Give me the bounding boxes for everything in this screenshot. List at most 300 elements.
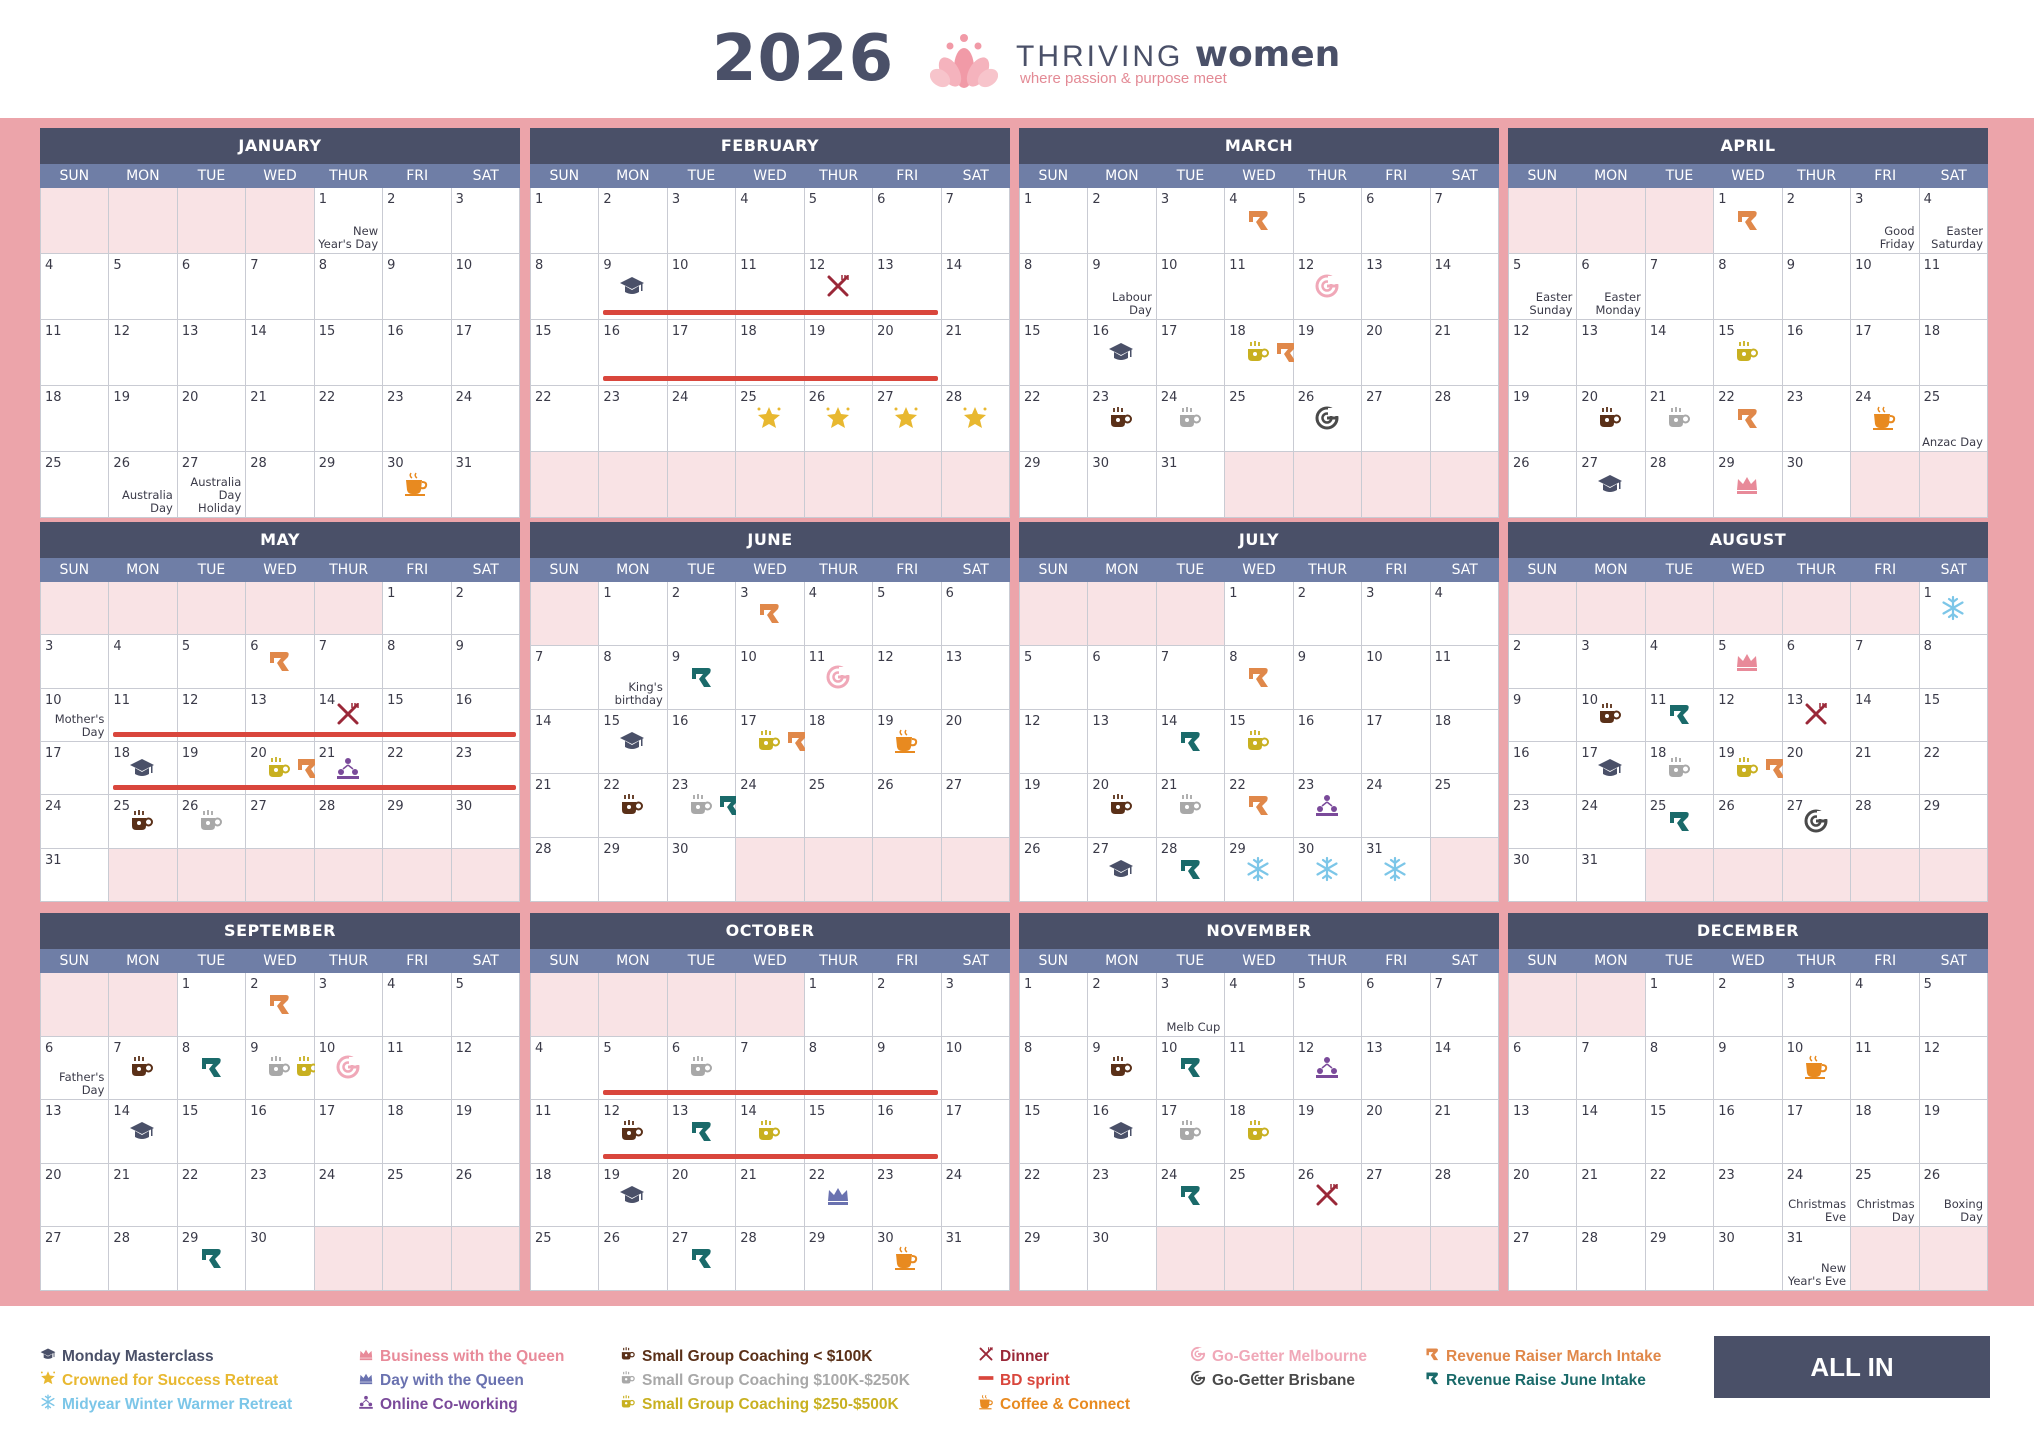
day-cell[interactable] xyxy=(1783,320,1851,386)
day-cell[interactable] xyxy=(942,1037,1010,1101)
day-cell[interactable] xyxy=(383,452,451,518)
queen-biz-icon[interactable] xyxy=(1734,648,1760,674)
day-cell[interactable] xyxy=(246,254,314,320)
day-cell[interactable] xyxy=(452,973,520,1037)
day-cell[interactable] xyxy=(1851,689,1919,742)
rr-june-icon[interactable] xyxy=(1177,1182,1203,1208)
day-cell[interactable] xyxy=(1088,1227,1156,1291)
sgc-mid-icon[interactable] xyxy=(198,808,224,834)
day-cell[interactable] xyxy=(1020,838,1088,902)
day-cell[interactable] xyxy=(668,1164,736,1228)
day-cell[interactable] xyxy=(1851,635,1919,688)
day-cell[interactable] xyxy=(178,973,246,1037)
day-cell[interactable] xyxy=(1783,254,1851,320)
day-cell[interactable] xyxy=(1362,320,1430,386)
rr-june-icon[interactable] xyxy=(688,664,714,690)
day-cell[interactable] xyxy=(246,795,314,848)
day-cell[interactable] xyxy=(1294,1037,1362,1101)
day-cell[interactable] xyxy=(736,582,804,646)
day-cell[interactable] xyxy=(1920,1100,1988,1164)
dinner-icon[interactable] xyxy=(825,273,851,299)
day-cell[interactable] xyxy=(1646,386,1714,452)
day-cell[interactable] xyxy=(1362,386,1430,452)
day-cell[interactable] xyxy=(805,1227,873,1291)
day-cell[interactable] xyxy=(315,320,383,386)
day-cell[interactable] xyxy=(873,386,941,452)
day-cell[interactable] xyxy=(1431,1100,1499,1164)
day-cell[interactable] xyxy=(1714,742,1782,795)
rr-march-icon[interactable] xyxy=(266,648,292,674)
day-cell[interactable] xyxy=(246,635,314,688)
day-cell[interactable] xyxy=(1783,188,1851,254)
day-cell[interactable] xyxy=(1020,774,1088,838)
day-cell[interactable] xyxy=(1714,689,1782,742)
day-cell[interactable] xyxy=(1157,1164,1225,1228)
crowned-icon[interactable] xyxy=(893,405,919,431)
sgc-low-icon[interactable] xyxy=(1108,1054,1134,1080)
day-cell[interactable] xyxy=(1783,452,1851,518)
day-cell[interactable] xyxy=(383,582,451,635)
day-cell[interactable] xyxy=(1783,1100,1851,1164)
coffee-icon[interactable] xyxy=(1803,1054,1829,1080)
day-cell[interactable] xyxy=(1225,838,1293,902)
rr-march-icon[interactable] xyxy=(1734,207,1760,233)
day-cell[interactable] xyxy=(315,973,383,1037)
winter-icon[interactable] xyxy=(1940,595,1966,621)
day-cell[interactable] xyxy=(41,795,109,848)
day-cell[interactable] xyxy=(531,1100,599,1164)
day-cell[interactable] xyxy=(1920,689,1988,742)
day-cell[interactable] xyxy=(1020,1100,1088,1164)
day-cell[interactable] xyxy=(1577,254,1645,320)
day-cell[interactable] xyxy=(531,838,599,902)
day-cell[interactable] xyxy=(315,188,383,254)
day-cell[interactable] xyxy=(452,452,520,518)
rr-june-icon[interactable] xyxy=(1177,856,1203,882)
day-cell[interactable] xyxy=(246,1037,314,1101)
day-cell[interactable] xyxy=(452,1037,520,1101)
day-cell[interactable] xyxy=(383,635,451,688)
day-cell[interactable] xyxy=(1577,452,1645,518)
day-cell[interactable] xyxy=(1362,710,1430,774)
day-cell[interactable] xyxy=(1646,320,1714,386)
day-cell[interactable] xyxy=(873,646,941,710)
crowned-icon[interactable] xyxy=(756,405,782,431)
day-cell[interactable] xyxy=(1577,1037,1645,1101)
masterclass-icon[interactable] xyxy=(619,728,645,754)
sgc-high-icon[interactable] xyxy=(1245,728,1271,754)
day-cell[interactable] xyxy=(1920,254,1988,320)
sgc-high-icon[interactable] xyxy=(1734,755,1760,781)
rr-march-icon[interactable] xyxy=(1245,664,1271,690)
day-cell[interactable] xyxy=(531,254,599,320)
day-cell[interactable] xyxy=(736,774,804,838)
rr-june-icon[interactable] xyxy=(1177,728,1203,754)
rr-june-icon[interactable] xyxy=(1666,701,1692,727)
day-cell[interactable] xyxy=(1509,254,1577,320)
day-cell[interactable] xyxy=(1783,795,1851,848)
day-cell[interactable] xyxy=(1714,254,1782,320)
day-cell[interactable] xyxy=(383,254,451,320)
day-cell[interactable] xyxy=(1294,254,1362,320)
day-cell[interactable] xyxy=(109,254,177,320)
day-cell[interactable] xyxy=(1509,320,1577,386)
sgc-high-icon[interactable] xyxy=(1245,1118,1271,1144)
sgc-mid-icon[interactable] xyxy=(688,792,714,818)
gg-bris-icon[interactable] xyxy=(1803,808,1829,834)
day-cell[interactable] xyxy=(942,1100,1010,1164)
day-cell[interactable] xyxy=(1646,742,1714,795)
day-cell[interactable] xyxy=(41,254,109,320)
day-cell[interactable] xyxy=(1362,646,1430,710)
day-cell[interactable] xyxy=(1509,849,1577,902)
masterclass-icon[interactable] xyxy=(619,1182,645,1208)
day-cell[interactable] xyxy=(1851,795,1919,848)
day-cell[interactable] xyxy=(1020,452,1088,518)
gg-melb-icon[interactable] xyxy=(1314,273,1340,299)
day-cell[interactable] xyxy=(1509,452,1577,518)
day-cell[interactable] xyxy=(736,1164,804,1228)
day-cell[interactable] xyxy=(178,1100,246,1164)
day-cell[interactable] xyxy=(1225,1037,1293,1101)
day-cell[interactable] xyxy=(668,774,736,838)
day-cell[interactable] xyxy=(1431,710,1499,774)
day-cell[interactable] xyxy=(1088,188,1156,254)
masterclass-icon[interactable] xyxy=(619,273,645,299)
day-cell[interactable] xyxy=(178,635,246,688)
day-cell[interactable] xyxy=(41,1227,109,1291)
day-cell[interactable] xyxy=(315,254,383,320)
day-cell[interactable] xyxy=(1362,1100,1430,1164)
day-cell[interactable] xyxy=(942,973,1010,1037)
day-cell[interactable] xyxy=(736,386,804,452)
day-cell[interactable] xyxy=(668,188,736,254)
day-cell[interactable] xyxy=(942,774,1010,838)
day-cell[interactable] xyxy=(1362,973,1430,1037)
day-cell[interactable] xyxy=(1646,1164,1714,1228)
day-cell[interactable] xyxy=(1577,1100,1645,1164)
day-cell[interactable] xyxy=(1431,582,1499,646)
day-cell[interactable] xyxy=(1851,320,1919,386)
day-cell[interactable] xyxy=(1646,254,1714,320)
day-cell[interactable] xyxy=(109,1100,177,1164)
day-cell[interactable] xyxy=(736,646,804,710)
sgc-mid-icon[interactable] xyxy=(1177,792,1203,818)
day-cell[interactable] xyxy=(1020,1164,1088,1228)
day-cell[interactable] xyxy=(41,689,109,742)
day-cell[interactable] xyxy=(315,1100,383,1164)
day-cell[interactable] xyxy=(452,795,520,848)
day-cell[interactable] xyxy=(1783,973,1851,1037)
sgc-mid-icon[interactable] xyxy=(1177,1118,1203,1144)
day-cell[interactable] xyxy=(1646,1037,1714,1101)
day-cell[interactable] xyxy=(668,582,736,646)
day-cell[interactable] xyxy=(1225,973,1293,1037)
day-cell[interactable] xyxy=(1088,386,1156,452)
day-cell[interactable] xyxy=(1294,973,1362,1037)
day-cell[interactable] xyxy=(1577,1164,1645,1228)
day-cell[interactable] xyxy=(1920,188,1988,254)
day-cell[interactable] xyxy=(668,646,736,710)
day-cell[interactable] xyxy=(1646,689,1714,742)
day-cell[interactable] xyxy=(452,635,520,688)
day-cell[interactable] xyxy=(1509,1100,1577,1164)
day-cell[interactable] xyxy=(109,386,177,452)
day-cell[interactable] xyxy=(1577,320,1645,386)
day-cell[interactable] xyxy=(383,795,451,848)
day-cell[interactable] xyxy=(668,1227,736,1291)
all-in-button[interactable]: ALL IN xyxy=(1714,1336,1990,1398)
day-cell[interactable] xyxy=(315,452,383,518)
sgc-high-icon[interactable] xyxy=(1245,339,1271,365)
day-cell[interactable] xyxy=(1088,710,1156,774)
day-cell[interactable] xyxy=(942,254,1010,320)
day-cell[interactable] xyxy=(1920,320,1988,386)
day-cell[interactable] xyxy=(41,386,109,452)
day-cell[interactable] xyxy=(1157,1037,1225,1101)
day-cell[interactable] xyxy=(599,1227,667,1291)
day-cell[interactable] xyxy=(1714,188,1782,254)
day-cell[interactable] xyxy=(452,1164,520,1228)
day-cell[interactable] xyxy=(1020,710,1088,774)
day-cell[interactable] xyxy=(1714,320,1782,386)
day-cell[interactable] xyxy=(1714,1227,1782,1291)
day-cell[interactable] xyxy=(805,582,873,646)
day-cell[interactable] xyxy=(178,320,246,386)
day-cell[interactable] xyxy=(1225,1100,1293,1164)
winter-icon[interactable] xyxy=(1314,856,1340,882)
day-cell[interactable] xyxy=(1431,774,1499,838)
coffee-icon[interactable] xyxy=(1871,405,1897,431)
day-cell[interactable] xyxy=(178,1037,246,1101)
day-cell[interactable] xyxy=(1020,386,1088,452)
day-cell[interactable] xyxy=(109,795,177,848)
day-cell[interactable] xyxy=(1920,386,1988,452)
day-cell[interactable] xyxy=(1294,1164,1362,1228)
gg-bris-icon[interactable] xyxy=(1314,405,1340,431)
day-cell[interactable] xyxy=(178,1164,246,1228)
rr-june-icon[interactable] xyxy=(198,1245,224,1271)
rr-march-icon[interactable] xyxy=(1734,405,1760,431)
day-cell[interactable] xyxy=(41,1100,109,1164)
day-cell[interactable] xyxy=(1577,742,1645,795)
masterclass-icon[interactable] xyxy=(129,1118,155,1144)
day-cell[interactable] xyxy=(246,1100,314,1164)
day-cell[interactable] xyxy=(1088,254,1156,320)
day-cell[interactable] xyxy=(1225,386,1293,452)
sgc-low-icon[interactable] xyxy=(1108,792,1134,818)
day-cell[interactable] xyxy=(41,452,109,518)
day-cell[interactable] xyxy=(1020,254,1088,320)
day-cell[interactable] xyxy=(1225,710,1293,774)
day-cell[interactable] xyxy=(1509,689,1577,742)
rr-june-icon[interactable] xyxy=(1666,808,1692,834)
day-cell[interactable] xyxy=(1431,386,1499,452)
sgc-high-icon[interactable] xyxy=(266,755,292,781)
day-cell[interactable] xyxy=(1851,1100,1919,1164)
day-cell[interactable] xyxy=(599,710,667,774)
day-cell[interactable] xyxy=(805,774,873,838)
day-cell[interactable] xyxy=(1088,838,1156,902)
winter-icon[interactable] xyxy=(1382,856,1408,882)
day-cell[interactable] xyxy=(246,1164,314,1228)
day-cell[interactable] xyxy=(1920,742,1988,795)
day-cell[interactable] xyxy=(41,320,109,386)
day-cell[interactable] xyxy=(315,386,383,452)
day-cell[interactable] xyxy=(109,320,177,386)
day-cell[interactable] xyxy=(1225,188,1293,254)
day-cell[interactable] xyxy=(805,973,873,1037)
sgc-low-icon[interactable] xyxy=(129,1054,155,1080)
day-cell[interactable] xyxy=(531,320,599,386)
day-cell[interactable] xyxy=(1294,838,1362,902)
day-cell[interactable] xyxy=(1294,188,1362,254)
day-cell[interactable] xyxy=(1294,1100,1362,1164)
day-cell[interactable] xyxy=(1920,1164,1988,1228)
day-cell[interactable] xyxy=(1783,635,1851,688)
day-cell[interactable] xyxy=(1646,452,1714,518)
day-cell[interactable] xyxy=(383,1164,451,1228)
day-cell[interactable] xyxy=(109,635,177,688)
sgc-mid-icon[interactable] xyxy=(1177,405,1203,431)
day-cell[interactable] xyxy=(531,710,599,774)
day-cell[interactable] xyxy=(599,188,667,254)
masterclass-icon[interactable] xyxy=(1108,856,1134,882)
coworking-icon[interactable] xyxy=(1314,792,1340,818)
day-cell[interactable] xyxy=(452,582,520,635)
day-cell[interactable] xyxy=(1783,386,1851,452)
day-cell[interactable] xyxy=(1714,1100,1782,1164)
day-cell[interactable] xyxy=(383,320,451,386)
day-cell[interactable] xyxy=(1431,1037,1499,1101)
day-cell[interactable] xyxy=(1509,386,1577,452)
day-cell[interactable] xyxy=(1509,1164,1577,1228)
day-cell[interactable] xyxy=(1362,582,1430,646)
day-cell[interactable] xyxy=(315,1037,383,1101)
day-cell[interactable] xyxy=(668,386,736,452)
day-cell[interactable] xyxy=(109,1227,177,1291)
day-cell[interactable] xyxy=(1294,710,1362,774)
day-cell[interactable] xyxy=(1157,320,1225,386)
day-cell[interactable] xyxy=(178,386,246,452)
day-cell[interactable] xyxy=(1157,973,1225,1037)
day-cell[interactable] xyxy=(1020,973,1088,1037)
day-cell[interactable] xyxy=(942,646,1010,710)
day-cell[interactable] xyxy=(1157,710,1225,774)
day-cell[interactable] xyxy=(1646,795,1714,848)
dinner-icon[interactable] xyxy=(1803,701,1829,727)
day-cell[interactable] xyxy=(109,1164,177,1228)
day-cell[interactable] xyxy=(1088,1037,1156,1101)
sgc-high-icon[interactable] xyxy=(756,1118,782,1144)
day-cell[interactable] xyxy=(873,188,941,254)
sgc-high-icon[interactable] xyxy=(1734,339,1760,365)
day-cell[interactable] xyxy=(1157,452,1225,518)
day-cell[interactable] xyxy=(942,582,1010,646)
day-cell[interactable] xyxy=(1431,973,1499,1037)
day-cell[interactable] xyxy=(1509,635,1577,688)
queen-day-icon[interactable] xyxy=(825,1182,851,1208)
day-cell[interactable] xyxy=(942,320,1010,386)
day-cell[interactable] xyxy=(1851,1037,1919,1101)
masterclass-icon[interactable] xyxy=(1597,755,1623,781)
masterclass-icon[interactable] xyxy=(1597,471,1623,497)
sgc-mid-icon[interactable] xyxy=(1666,405,1692,431)
sgc-low-icon[interactable] xyxy=(1108,405,1134,431)
day-cell[interactable] xyxy=(315,635,383,688)
dinner-icon[interactable] xyxy=(1314,1182,1340,1208)
gg-melb-icon[interactable] xyxy=(825,664,851,690)
day-cell[interactable] xyxy=(1362,188,1430,254)
day-cell[interactable] xyxy=(1431,646,1499,710)
day-cell[interactable] xyxy=(1646,973,1714,1037)
coffee-icon[interactable] xyxy=(893,728,919,754)
day-cell[interactable] xyxy=(178,254,246,320)
day-cell[interactable] xyxy=(599,582,667,646)
day-cell[interactable] xyxy=(1714,1037,1782,1101)
day-cell[interactable] xyxy=(1920,1037,1988,1101)
crowned-icon[interactable] xyxy=(962,405,988,431)
day-cell[interactable] xyxy=(942,1164,1010,1228)
day-cell[interactable] xyxy=(41,635,109,688)
masterclass-icon[interactable] xyxy=(1108,339,1134,365)
day-cell[interactable] xyxy=(1577,849,1645,902)
day-cell[interactable] xyxy=(1225,1164,1293,1228)
day-cell[interactable] xyxy=(1088,1164,1156,1228)
day-cell[interactable] xyxy=(1088,320,1156,386)
day-cell[interactable] xyxy=(1920,973,1988,1037)
day-cell[interactable] xyxy=(1294,386,1362,452)
day-cell[interactable] xyxy=(1294,646,1362,710)
day-cell[interactable] xyxy=(805,188,873,254)
coffee-icon[interactable] xyxy=(403,471,429,497)
masterclass-icon[interactable] xyxy=(129,755,155,781)
day-cell[interactable] xyxy=(1225,646,1293,710)
day-cell[interactable] xyxy=(805,646,873,710)
day-cell[interactable] xyxy=(1783,1037,1851,1101)
day-cell[interactable] xyxy=(1020,188,1088,254)
day-cell[interactable] xyxy=(1225,320,1293,386)
day-cell[interactable] xyxy=(1362,1037,1430,1101)
day-cell[interactable] xyxy=(1920,635,1988,688)
day-cell[interactable] xyxy=(1851,742,1919,795)
day-cell[interactable] xyxy=(1714,973,1782,1037)
day-cell[interactable] xyxy=(805,386,873,452)
day-cell[interactable] xyxy=(1157,188,1225,254)
day-cell[interactable] xyxy=(873,774,941,838)
rr-june-icon[interactable] xyxy=(198,1054,224,1080)
day-cell[interactable] xyxy=(1783,1227,1851,1291)
day-cell[interactable] xyxy=(452,188,520,254)
day-cell[interactable] xyxy=(109,1037,177,1101)
sgc-low-icon[interactable] xyxy=(619,1118,645,1144)
day-cell[interactable] xyxy=(1088,646,1156,710)
day-cell[interactable] xyxy=(452,386,520,452)
day-cell[interactable] xyxy=(1294,774,1362,838)
day-cell[interactable] xyxy=(1431,1164,1499,1228)
day-cell[interactable] xyxy=(599,838,667,902)
rr-june-icon[interactable] xyxy=(1177,1054,1203,1080)
crowned-icon[interactable] xyxy=(825,405,851,431)
day-cell[interactable] xyxy=(1157,254,1225,320)
day-cell[interactable] xyxy=(246,973,314,1037)
day-cell[interactable] xyxy=(383,1100,451,1164)
day-cell[interactable] xyxy=(1509,1227,1577,1291)
day-cell[interactable] xyxy=(1783,689,1851,742)
day-cell[interactable] xyxy=(1577,795,1645,848)
day-cell[interactable] xyxy=(1646,635,1714,688)
sgc-low-icon[interactable] xyxy=(1597,701,1623,727)
